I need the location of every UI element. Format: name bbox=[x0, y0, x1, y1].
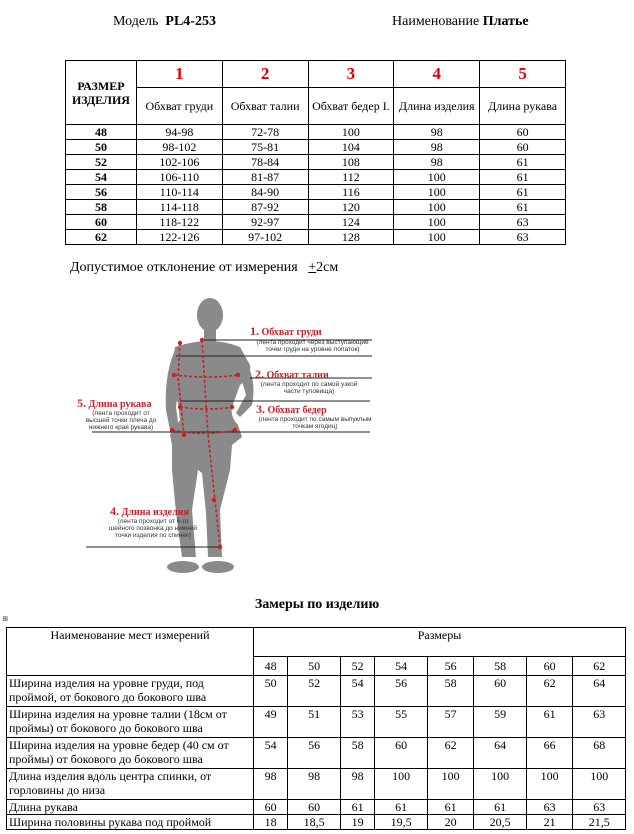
measurement-name: Длина рукава bbox=[7, 800, 254, 815]
col-name: Обхват груди bbox=[136, 88, 222, 125]
measure-cell: 98 bbox=[394, 125, 480, 140]
name-header bbox=[392, 14, 529, 30]
measure-cell: 104 bbox=[308, 140, 394, 155]
size-cell: 58 bbox=[66, 200, 137, 215]
col-number: 2 bbox=[222, 61, 308, 88]
value-cell: 52 bbox=[288, 676, 341, 707]
value-cell: 61 bbox=[427, 800, 474, 815]
value-cell: 60 bbox=[474, 676, 527, 707]
col-number: 4 bbox=[394, 61, 480, 88]
value-cell: 58 bbox=[340, 738, 374, 769]
note-chest: (лента проходит через выступающие точки груди на уровне лопаток) bbox=[256, 339, 369, 353]
value-cell: 62 bbox=[526, 676, 573, 707]
value-cell: 57 bbox=[427, 707, 474, 738]
value-cell: 63 bbox=[526, 800, 573, 815]
value-cell: 100 bbox=[573, 769, 626, 800]
label-length: 4. Длина изделия bbox=[110, 504, 189, 518]
value-cell: 98 bbox=[254, 769, 288, 800]
label-sleeve: 5. Длина рукава bbox=[77, 396, 152, 410]
measure-cell: 78-84 bbox=[222, 155, 308, 170]
size-cell: 56 bbox=[66, 185, 137, 200]
measure-cell: 61 bbox=[480, 200, 566, 215]
measure-cell: 100 bbox=[394, 200, 480, 215]
name-value: Платье bbox=[482, 14, 529, 29]
measure-cell: 94-98 bbox=[136, 125, 222, 140]
garment-row bbox=[7, 738, 626, 769]
value-cell: 19 bbox=[340, 815, 374, 830]
value-cell: 55 bbox=[375, 707, 428, 738]
size-column-header: 52 bbox=[340, 657, 374, 676]
value-cell: 18 bbox=[254, 815, 288, 830]
measure-cell: 61 bbox=[480, 170, 566, 185]
sizes-header: Размеры bbox=[254, 628, 626, 657]
value-cell: 63 bbox=[573, 707, 626, 738]
garment-row bbox=[7, 800, 626, 815]
anchor-mark-icon: ⊞ bbox=[2, 615, 8, 623]
size-row bbox=[66, 200, 566, 215]
value-cell: 18,5 bbox=[288, 815, 341, 830]
measure-cell: 102-106 bbox=[136, 155, 222, 170]
value-cell: 54 bbox=[254, 738, 288, 769]
measure-cell: 100 bbox=[394, 230, 480, 245]
col-number: 5 bbox=[480, 61, 566, 88]
measure-cell: 106-110 bbox=[136, 170, 222, 185]
garment-row bbox=[7, 815, 626, 830]
value-cell: 49 bbox=[254, 707, 288, 738]
size-cell: 62 bbox=[66, 230, 137, 245]
col-name: Длина изделия bbox=[394, 88, 480, 125]
size-cell: 50 bbox=[66, 140, 137, 155]
garment-row bbox=[7, 676, 626, 707]
value-cell: 100 bbox=[526, 769, 573, 800]
size-column-header: 48 bbox=[254, 657, 288, 676]
measure-cell: 120 bbox=[308, 200, 394, 215]
measure-cell: 110-114 bbox=[136, 185, 222, 200]
label-hips: 3. Обхват бедер bbox=[256, 402, 327, 416]
measurement-name: Длина изделия вдоль центра спинки, от горловины до низа bbox=[7, 769, 254, 800]
value-cell: 59 bbox=[474, 707, 527, 738]
value-cell: 51 bbox=[288, 707, 341, 738]
measurement-name: Ширина изделия на уровне талии (18см от проймы) от бокового до бокового шва bbox=[7, 707, 254, 738]
value-cell: 56 bbox=[288, 738, 341, 769]
measure-cell: 63 bbox=[480, 230, 566, 245]
measure-cell: 87-92 bbox=[222, 200, 308, 215]
value-cell: 64 bbox=[573, 676, 626, 707]
size-cell: 48 bbox=[66, 125, 137, 140]
name-label: Наименование bbox=[392, 14, 480, 29]
value-cell: 20 bbox=[427, 815, 474, 830]
label-chest: 1. Обхват груди bbox=[250, 324, 322, 338]
measure-cell: 114-118 bbox=[136, 200, 222, 215]
value-cell: 60 bbox=[288, 800, 341, 815]
value-cell: 54 bbox=[340, 676, 374, 707]
size-cell: 60 bbox=[66, 215, 137, 230]
measure-cell: 124 bbox=[308, 215, 394, 230]
value-cell: 100 bbox=[427, 769, 474, 800]
value-cell: 62 bbox=[427, 738, 474, 769]
size-row bbox=[66, 125, 566, 140]
measure-cell: 92-97 bbox=[222, 215, 308, 230]
tolerance-text: Допустимое отклонение от измерения bbox=[70, 260, 298, 275]
note-waist: (лента проходит по самой узкой части туловища) bbox=[260, 381, 358, 395]
value-cell: 63 bbox=[573, 800, 626, 815]
label-waist: 2. Обхват талии bbox=[255, 367, 329, 381]
measure-cell: 97-102 bbox=[222, 230, 308, 245]
measure-cell: 108 bbox=[308, 155, 394, 170]
value-cell: 61 bbox=[474, 800, 527, 815]
value-cell: 58 bbox=[427, 676, 474, 707]
value-cell: 60 bbox=[254, 800, 288, 815]
value-cell: 60 bbox=[375, 738, 428, 769]
measure-cell: 61 bbox=[480, 185, 566, 200]
col-name: Обхват бедер I. bbox=[308, 88, 394, 125]
size-cell: 54 bbox=[66, 170, 137, 185]
measure-cell: 100 bbox=[394, 215, 480, 230]
measure-cell: 61 bbox=[480, 155, 566, 170]
size-row bbox=[66, 230, 566, 245]
tolerance-line bbox=[70, 260, 338, 276]
measure-cell: 100 bbox=[394, 185, 480, 200]
value-cell: 61 bbox=[340, 800, 374, 815]
measurement-name: Ширина половины рукава под проймой bbox=[7, 815, 254, 830]
size-cell: 52 bbox=[66, 155, 137, 170]
size-column-header: 50 bbox=[288, 657, 341, 676]
measure-cell: 63 bbox=[480, 215, 566, 230]
name-header: Наименование мест измерений bbox=[7, 628, 254, 676]
value-cell: 56 bbox=[375, 676, 428, 707]
value-cell: 21 bbox=[526, 815, 573, 830]
size-column-header: 62 bbox=[573, 657, 626, 676]
value-cell: 61 bbox=[375, 800, 428, 815]
value-cell: 19,5 bbox=[375, 815, 428, 830]
value-cell: 64 bbox=[474, 738, 527, 769]
note-length: (лента проходит от 6-го шейного позвонка до нижней точки изделия по спинке) bbox=[109, 518, 197, 539]
garment-row bbox=[7, 769, 626, 800]
measurement-name: Ширина изделия на уровне бедер (40 см от проймы) от бокового до бокового шва bbox=[7, 738, 254, 769]
size-row bbox=[66, 215, 566, 230]
note-hips: (лента проходит по самым выпуклым точкам ягодиц) bbox=[258, 416, 372, 430]
col-name: Длина рукава bbox=[480, 88, 566, 125]
measure-cell: 100 bbox=[308, 125, 394, 140]
measure-cell: 75-81 bbox=[222, 140, 308, 155]
measure-cell: 98 bbox=[394, 140, 480, 155]
measure-cell: 98 bbox=[394, 155, 480, 170]
size-row bbox=[66, 170, 566, 185]
value-cell: 21,5 bbox=[573, 815, 626, 830]
measure-cell: 100 bbox=[394, 170, 480, 185]
value-cell: 20,5 bbox=[474, 815, 527, 830]
tolerance-value: 2см bbox=[316, 260, 339, 275]
measurement-name: Ширина изделия на уровне груди, под проймой, от бокового до бокового шва bbox=[7, 676, 254, 707]
size-column-header: 60 bbox=[526, 657, 573, 676]
measure-cell: 98-102 bbox=[136, 140, 222, 155]
size-table bbox=[65, 60, 566, 245]
measure-cell: 72-78 bbox=[222, 125, 308, 140]
size-row bbox=[66, 185, 566, 200]
measure-cell: 81-87 bbox=[222, 170, 308, 185]
size-row bbox=[66, 140, 566, 155]
measure-cell: 122-126 bbox=[136, 230, 222, 245]
measure-cell: 128 bbox=[308, 230, 394, 245]
garment-row bbox=[7, 707, 626, 738]
size-row bbox=[66, 155, 566, 170]
col-number: 3 bbox=[308, 61, 394, 88]
measure-cell: 116 bbox=[308, 185, 394, 200]
value-cell: 100 bbox=[474, 769, 527, 800]
size-column-header: 54 bbox=[375, 657, 428, 676]
value-cell: 50 bbox=[254, 676, 288, 707]
note-sleeve: (лента проходит от высшей точки плеча до нижнего края рукава) bbox=[85, 410, 157, 431]
value-cell: 100 bbox=[375, 769, 428, 800]
plus-minus-sign: + bbox=[308, 260, 317, 275]
model-value: PL4-253 bbox=[165, 14, 216, 29]
measure-cell: 60 bbox=[480, 140, 566, 155]
size-header: РАЗМЕР ИЗДЕЛИЯ bbox=[66, 61, 137, 125]
col-name: Обхват талии bbox=[222, 88, 308, 125]
measure-cell: 60 bbox=[480, 125, 566, 140]
size-column-header: 56 bbox=[427, 657, 474, 676]
measure-cell: 118-122 bbox=[136, 215, 222, 230]
garment-table-title: Замеры по изделию bbox=[254, 597, 380, 612]
value-cell: 68 bbox=[573, 738, 626, 769]
value-cell: 98 bbox=[340, 769, 374, 800]
value-cell: 53 bbox=[340, 707, 374, 738]
value-cell: 66 bbox=[526, 738, 573, 769]
col-number: 1 bbox=[136, 61, 222, 88]
value-cell: 98 bbox=[288, 769, 341, 800]
measure-cell: 112 bbox=[308, 170, 394, 185]
model-label: Модель bbox=[113, 14, 159, 29]
value-cell: 61 bbox=[526, 707, 573, 738]
garment-table bbox=[6, 627, 626, 830]
model-header bbox=[113, 14, 216, 30]
size-column-header: 58 bbox=[474, 657, 527, 676]
measure-cell: 84-90 bbox=[222, 185, 308, 200]
